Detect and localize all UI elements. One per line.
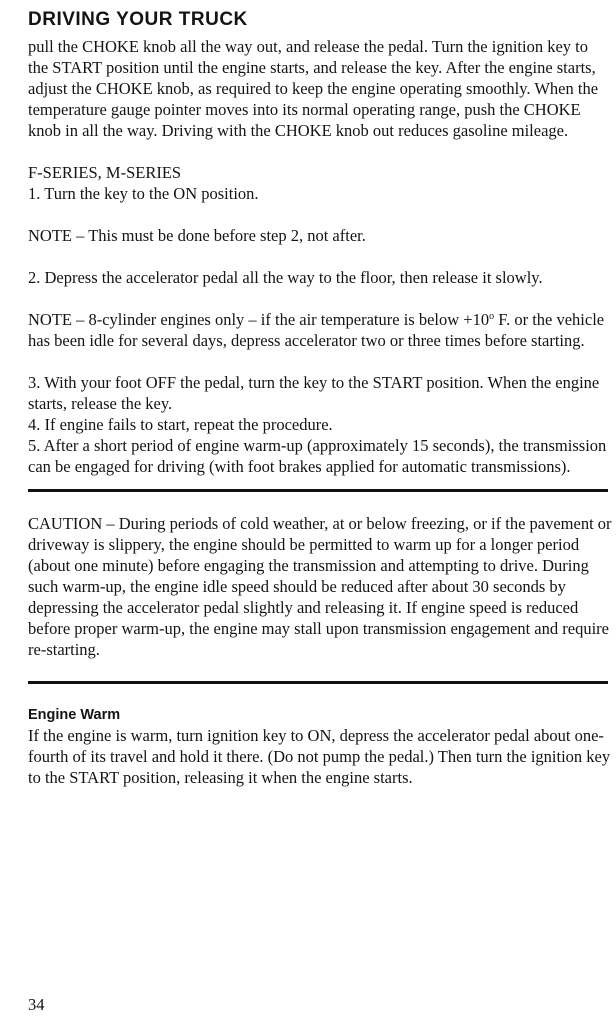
step-1: 1. Turn the key to the ON position. — [28, 184, 259, 203]
note-2-text-b: F. or the vehicle has been idle for several days, depress accelerator two or three times before starting. — [28, 310, 605, 350]
step-2: 2. Depress the accelerator pedal all the way to the floor, then release it slowly. — [28, 268, 543, 287]
step-3: 3. With your foot OFF the pedal, turn the key to the START position. When the engine starts, release the key. — [28, 373, 600, 413]
degree-mark: o — [489, 311, 495, 322]
series-title: F-SERIES, M-SERIES — [28, 163, 182, 182]
step-5: 5. After a short period of engine warm-up (approximately 15 seconds), the transmission can be engaged for driving (with foot brakes applied for automatic transmissions). — [28, 436, 607, 476]
page-heading: DRIVING YOUR TRUCK — [28, 9, 248, 30]
note-1: NOTE – This must be done before step 2, not after. — [28, 226, 366, 245]
note-2-text-a: NOTE – 8-cylinder engines only – if the air temperature is below +10 — [28, 310, 490, 329]
intro-paragraph: pull the CHOKE knob all the way out, and release the pedal. Turn the ignition key to the START position until the engine starts, and release the key. After the engine starts, adjust the CHOKE knob, as required to keep the engine operating smoothly. When the temperature gauge pointer moves into its normal operating range, push the CHOKE knob in all the way. Driving with the CHOKE knob out reduces gasoline mileage. — [28, 37, 599, 140]
step-4: 4. If engine fails to start, repeat the procedure. — [28, 415, 333, 434]
note-2 — [28, 309, 612, 351]
engine-warm-paragraph: If the engine is warm, turn ignition key to ON, depress the accelerator pedal about one-fourth of its travel and hold it there. (Do not pump the pedal.) Then turn the ignition key to the START position, releasing it when the engine starts. — [28, 726, 611, 787]
engine-warm-title: Engine Warm — [28, 707, 121, 723]
manual-page — [28, 8, 612, 788]
caution-paragraph: CAUTION – During periods of cold weather, at or below freezing, or if the pavement or driveway is slippery, the engine should be permitted to warm up for a longer period (about one minute) before engaging the transmission and attempting to drive. During such warm-up, the engine idle speed should be reduced after about 30 seconds by depressing the accelerator pedal slightly and releasing it. If engine speed is reduced before proper warm-up, the engine may stall upon transmission engagement and require re-starting. — [28, 514, 612, 659]
page-number: 34 — [28, 995, 45, 1014]
